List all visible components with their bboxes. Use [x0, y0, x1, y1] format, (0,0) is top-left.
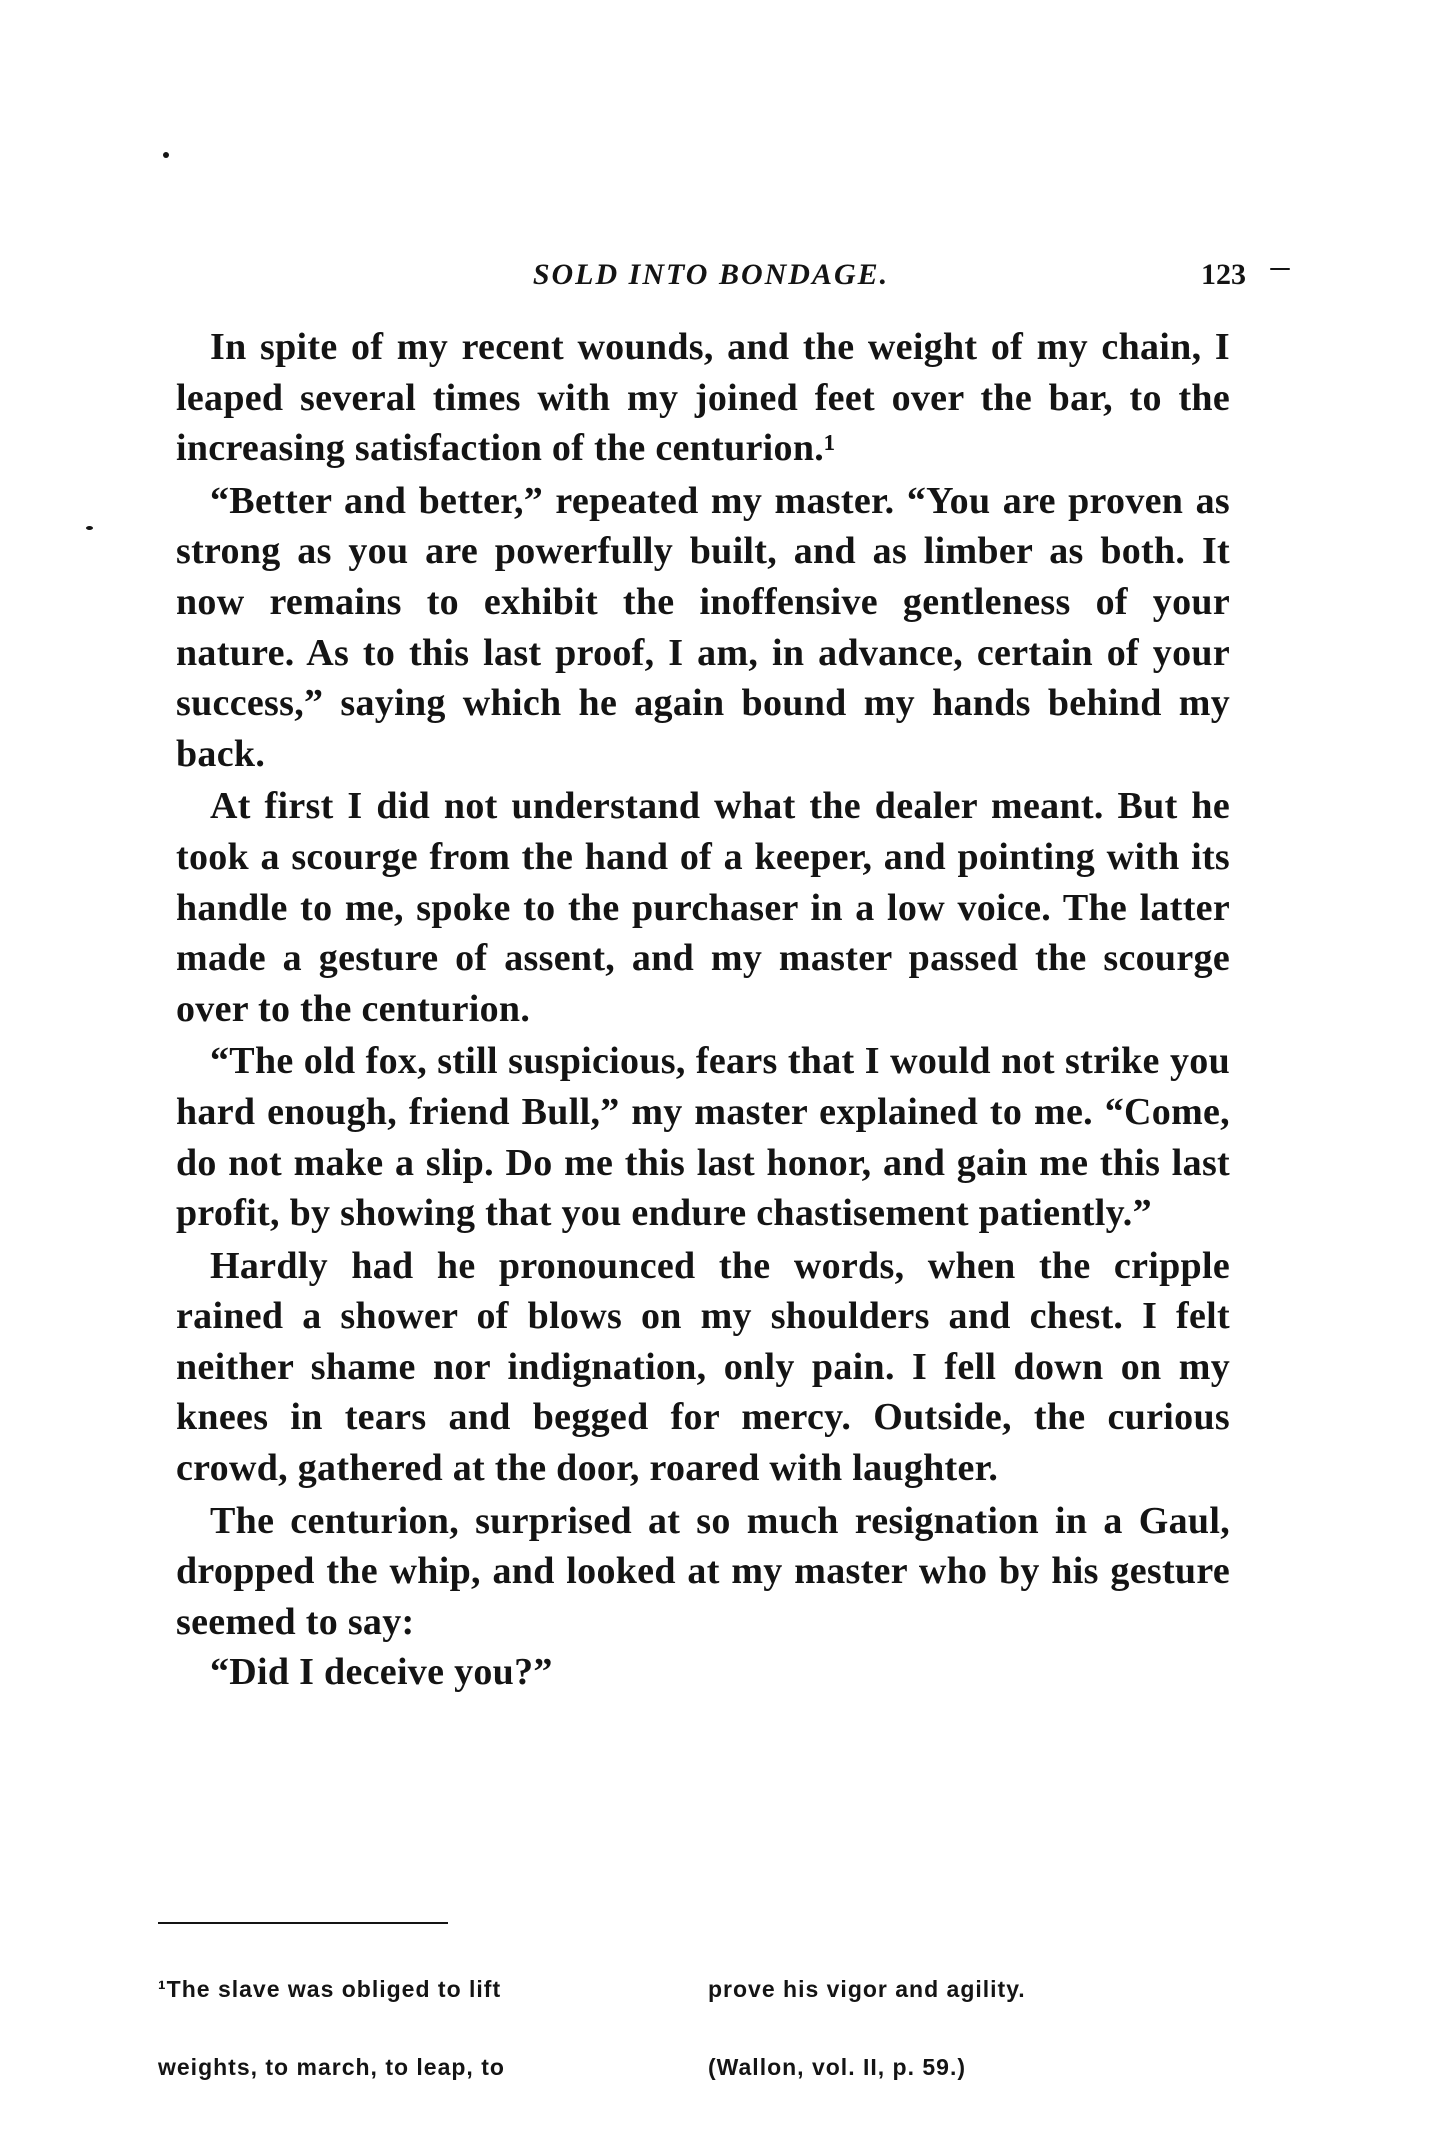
paragraph: “Did I deceive you?”	[210, 1651, 553, 1694]
body-text	[176, 322, 1230, 1698]
running-head	[176, 256, 1246, 296]
page-number: 123	[1201, 258, 1246, 291]
footnote-line: (Wallon, vol. II, p. 59.)	[708, 2054, 966, 2080]
ink-speck	[86, 526, 93, 530]
paragraph: At first I did not understand what the dealer meant. But he took a scourge from the hand of a keeper, and pointing with its handle to me, spoke to the purchaser in a low voice. The latter made a gesture of assent, and my master passed the scourge over to the centurion.	[176, 785, 1230, 1030]
running-title: SOLD INTO BONDAGE.	[532, 258, 890, 291]
footnote-line: weights, to march, to leap, to	[158, 2054, 505, 2080]
footnote-left-column	[158, 1924, 505, 2132]
paragraph: Hardly had he pronounced the words, when the cripple rained a shower of blows on my shoulders and chest. I felt neither shame nor indignation, only pain. I fell down on my knees in tears and begged for mercy. Outside, the curious crowd, gathered at the door, roared with laughter.	[176, 1244, 1230, 1490]
footnote-line: prove his vigor and agility.	[708, 1976, 1026, 2002]
ink-speck	[163, 152, 169, 158]
paragraph: “Better and better,” repeated my master. “You are proven as strong as you are powerfully built, and as limber as both. It now remains to exhibit the inoffensive gentleness of your nature. As to this last proof, I am, in advance, certain of your success,” saying which he again bound my hands behind my back.	[176, 479, 1230, 775]
footnote-line: ¹The slave was obliged to lift	[158, 1976, 502, 2002]
footnote-right-column	[708, 1924, 1026, 2132]
paragraph: “The old fox, still suspicious, fears that I would not strike you hard enough, friend Bull,” my master explained to me. “Come, do not make a slip. Do me this last honor, and gain me this last profit, by showing that you endure chastisement patiently.”	[176, 1040, 1230, 1235]
paragraph: In spite of my recent wounds, and the weight of my chain, I leaped several times with my joined feet over the bar, to the increasing satisfaction of the centurion.¹	[176, 326, 1230, 470]
ink-speck	[1270, 268, 1290, 270]
paragraph: The centurion, surprised at so much resignation in a Gaul, dropped the whip, and looked at my master who by his gesture seemed to say:	[176, 1499, 1230, 1643]
